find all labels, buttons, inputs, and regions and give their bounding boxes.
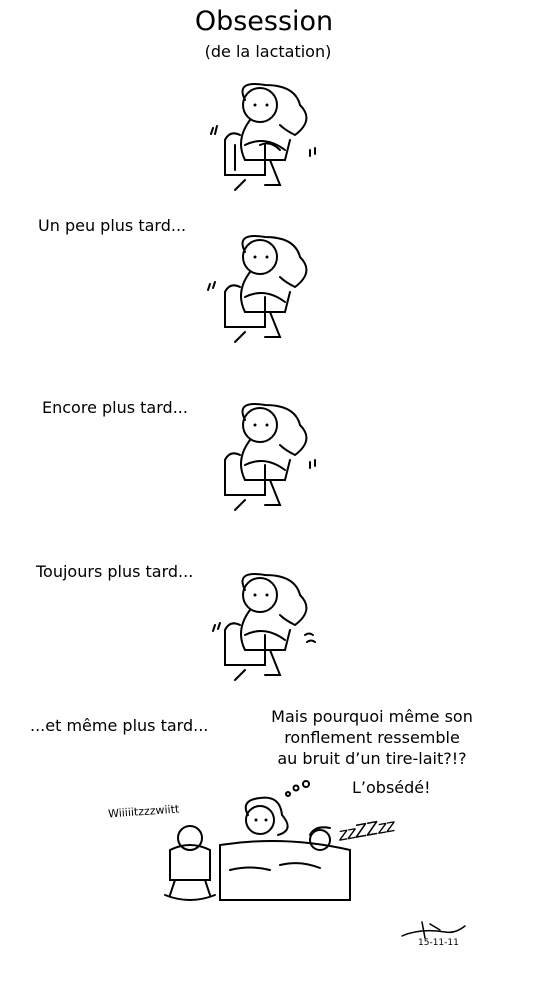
caption-panel-4: Toujours plus tard... <box>36 562 194 581</box>
speech-line-1: Mais pourquoi même son <box>271 707 473 726</box>
panel-2-drawing <box>205 232 325 352</box>
snore-sound-text: zzZZzz <box>336 815 396 846</box>
caption-panel-3: Encore plus tard... <box>42 398 188 417</box>
panel-1-drawing <box>205 80 325 200</box>
page-subtitle: (de la lactation) <box>204 42 332 61</box>
panel-5-drawing <box>160 780 360 910</box>
caption-panel-5: ...et même plus tard... <box>30 716 209 735</box>
speech-text <box>262 706 482 769</box>
caption-panel-2: Un peu plus tard... <box>38 216 187 235</box>
pump-sound-text: Wiiiiitzzzwiitt <box>107 802 180 821</box>
exclamation-text: L’obsédé! <box>352 778 431 797</box>
signature-date: 15-11-11 <box>418 938 459 948</box>
speech-line-2: ronflement ressemble <box>284 728 460 747</box>
speech-line-3: au bruit d’un tire-lait?!? <box>277 749 467 768</box>
panel-4-drawing <box>205 570 325 690</box>
page-title: Obsession <box>194 6 334 37</box>
panel-3-drawing <box>205 400 325 520</box>
